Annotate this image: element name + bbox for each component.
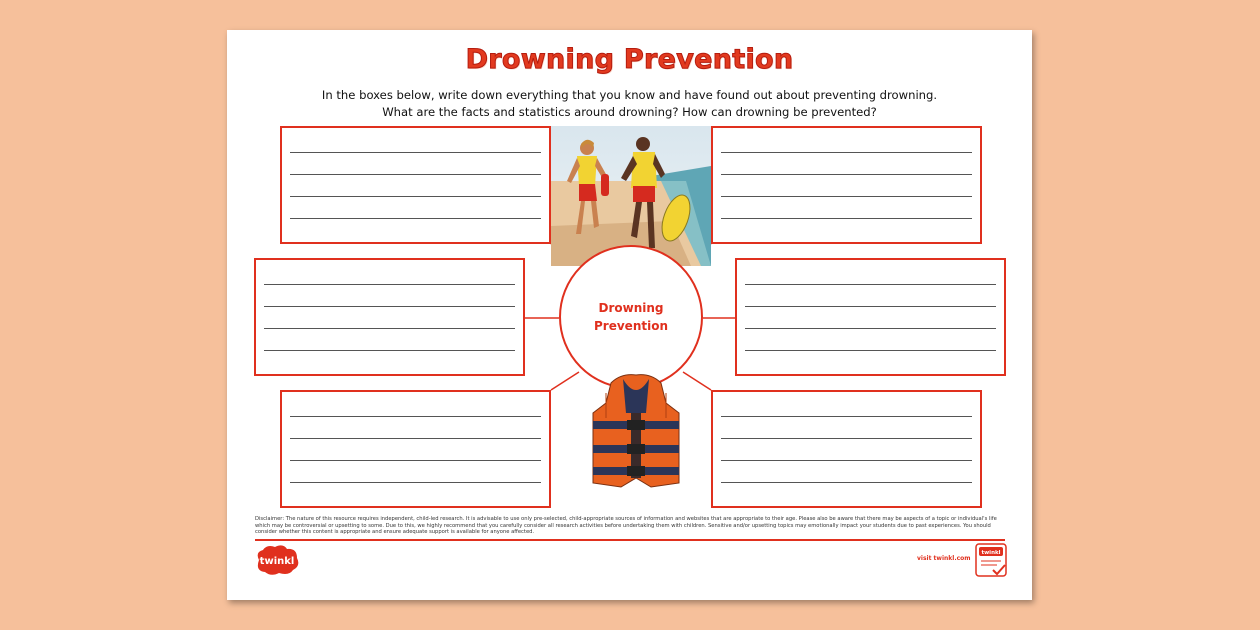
writing-box-bottom-right[interactable] [711,390,982,508]
footer-divider [255,539,1005,541]
center-label-line1: Drowning [598,301,664,315]
writing-box-middle-left[interactable] [254,258,525,376]
writing-box-middle-right[interactable] [735,258,1006,376]
central-topic-circle [559,245,703,389]
center-label-line2: Prevention [594,319,668,333]
writing-box-bottom-left[interactable] [280,390,551,508]
badge-text: twinkl [981,550,1001,556]
twinkl-quality-badge [975,543,1007,577]
writing-box-top-left[interactable] [280,126,551,244]
writing-box-top-right[interactable] [711,126,982,244]
worksheet-page [227,30,1032,600]
twinkl-logo[interactable] [253,544,301,576]
visit-link[interactable]: visit twinkl.com [917,555,971,562]
instruction-line-2: What are the facts and statistics around drowning? How can drowning be prevented? [382,105,877,119]
instruction-line-1: In the boxes below, write down everything that you know and have found out about preventing drowning. [321,88,938,102]
life-jacket-image [591,373,681,490]
disclaimer-text: Disclaimer: The nature of this resource requires independent, child-led research. It is advisable to use only pre-selected, child-appropriate sources of information and websites that are appropriate to their age. Please also be aware that there may be aspects of a topic or individual's life which may be controversial or upsetting to some. Due to this, we highly recommend that you carefully consider all research activities before undertaking them with children. Sensitive and/or upsetting topics may emotionally impact your students due to past experiences. You should consider whether this content is appropriate and ensure adequate support is available for anyone affected. [255,516,997,536]
logo-text: twinkl [259,556,295,567]
worksheet-title: Drowning Prevention [465,44,794,75]
